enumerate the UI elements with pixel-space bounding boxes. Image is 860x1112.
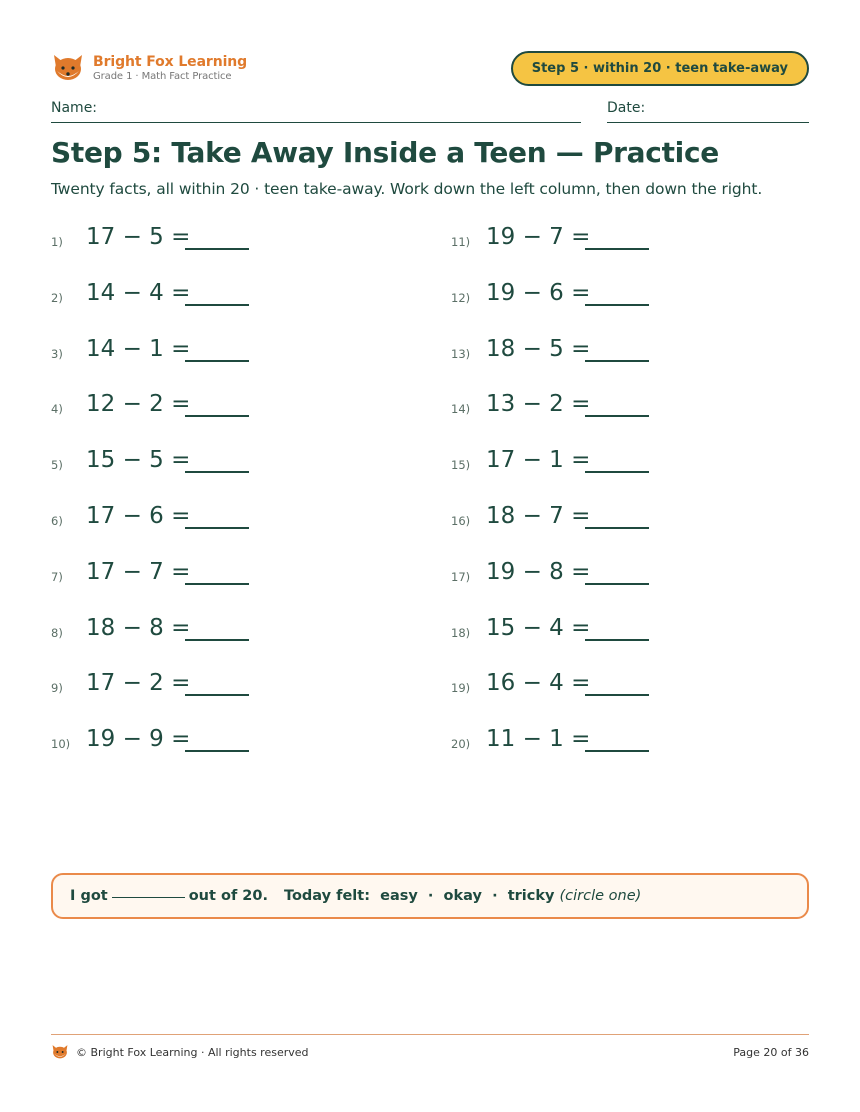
date-label: Date: [607, 100, 646, 116]
problem-number: 13) [451, 346, 471, 361]
problem-expression: 15 − 4 = [486, 614, 591, 641]
footer-divider [51, 1034, 809, 1035]
page-header [51, 53, 809, 87]
answer-blank[interactable] [185, 248, 249, 250]
score-got-label: I got [70, 888, 108, 904]
problem-number: 17) [451, 569, 471, 584]
answer-blank[interactable] [585, 248, 649, 250]
problem-number: 12) [451, 290, 471, 305]
problem-expression: 17 − 2 = [86, 670, 191, 697]
answer-blank[interactable] [585, 583, 649, 585]
answer-blank[interactable] [185, 527, 249, 529]
answer-blank[interactable] [185, 694, 249, 696]
answer-blank[interactable] [585, 639, 649, 641]
feeling-tricky[interactable]: tricky [507, 888, 555, 904]
name-field-line[interactable] [51, 122, 581, 123]
answer-blank[interactable] [185, 360, 249, 362]
answer-blank[interactable] [585, 304, 649, 306]
circle-one-note: (circle one) [559, 888, 642, 904]
step-badge: Step 5 · within 20 · teen take-away [511, 51, 809, 86]
problem-expression: 18 − 5 = [486, 335, 591, 362]
problem-expression: 13 − 2 = [486, 391, 591, 418]
problem-number: 1) [51, 235, 63, 249]
answer-blank[interactable] [185, 583, 249, 585]
problem-number: 16) [451, 514, 471, 528]
problem-number: 10) [51, 737, 71, 752]
name-date-fields [51, 100, 809, 124]
problem-number: 4) [51, 402, 63, 417]
score-blank[interactable] [112, 897, 185, 898]
problem-number: 6) [51, 514, 63, 528]
problem-number: 14) [451, 402, 471, 417]
footer-copyright: © Bright Fox Learning · All rights reserved [76, 1046, 309, 1059]
problem-expression: 18 − 8 = [86, 614, 191, 641]
problem-number: 20) [451, 737, 471, 752]
problem-expression: 19 − 6 = [486, 279, 591, 306]
name-label: Name: [51, 100, 98, 116]
answer-blank[interactable] [185, 639, 249, 641]
separator: · [492, 888, 498, 904]
feeling-okay[interactable]: okay [443, 888, 482, 904]
problem-expression: 17 − 1 = [486, 447, 591, 474]
answer-blank[interactable] [585, 527, 649, 529]
problem-number: 7) [51, 569, 63, 584]
problem-expression: 17 − 6 = [86, 503, 191, 529]
problem-expression: 19 − 9 = [86, 726, 191, 753]
brand-subtitle: Grade 1 · Math Fact Practice [93, 71, 232, 82]
problem-expression: 16 − 4 = [486, 670, 591, 697]
date-field-line[interactable] [607, 122, 809, 123]
problem-number: 5) [51, 458, 63, 473]
answer-blank[interactable] [185, 304, 249, 306]
answer-blank[interactable] [585, 415, 649, 417]
fox-icon [51, 1044, 69, 1060]
problem-number: 9) [51, 681, 63, 696]
problem-expression: 12 − 2 = [86, 391, 191, 418]
instructions: Twenty facts, all within 20 · teen take-away. Work down the left column, then down the right. [51, 180, 763, 198]
answer-blank[interactable] [585, 360, 649, 362]
problem-expression: 17 − 5 = [86, 224, 191, 250]
problem-number: 15) [451, 458, 471, 473]
problem-expression: 11 − 1 = [486, 726, 591, 753]
answer-blank[interactable] [185, 750, 249, 752]
problem-number: 8) [51, 625, 63, 640]
page-title: Step 5: Take Away Inside a Teen — Practice [51, 136, 719, 169]
problem-expression: 14 − 1 = [86, 335, 191, 362]
feeling-label: Today felt: [284, 888, 370, 904]
problem-number: 2) [51, 290, 63, 305]
feeling-easy[interactable]: easy [380, 888, 418, 904]
separator: · [427, 888, 434, 904]
problem-number: 11) [451, 235, 471, 249]
answer-blank[interactable] [185, 415, 249, 417]
fox-icon [51, 53, 85, 83]
answer-blank[interactable] [585, 471, 649, 473]
problem-number: 3) [51, 346, 63, 361]
brand-name: Bright Fox Learning [93, 54, 248, 70]
problem-expression: 19 − 8 = [486, 558, 591, 585]
answer-blank[interactable] [585, 694, 649, 696]
score-out-of-label: out of 20. [188, 888, 268, 904]
problem-expression: 19 − 7 = [486, 224, 591, 250]
score-box [51, 873, 809, 919]
problem-expression: 18 − 7 = [486, 503, 591, 529]
footer-page-number: Page 20 of 36 [733, 1046, 809, 1059]
answer-blank[interactable] [585, 750, 649, 752]
problem-number: 18) [451, 625, 471, 640]
problem-expression: 14 − 4 = [86, 279, 191, 306]
problem-number: 19) [451, 681, 471, 696]
problem-expression: 15 − 5 = [86, 447, 191, 474]
problem-expression: 17 − 7 = [86, 558, 191, 585]
answer-blank[interactable] [185, 471, 249, 473]
